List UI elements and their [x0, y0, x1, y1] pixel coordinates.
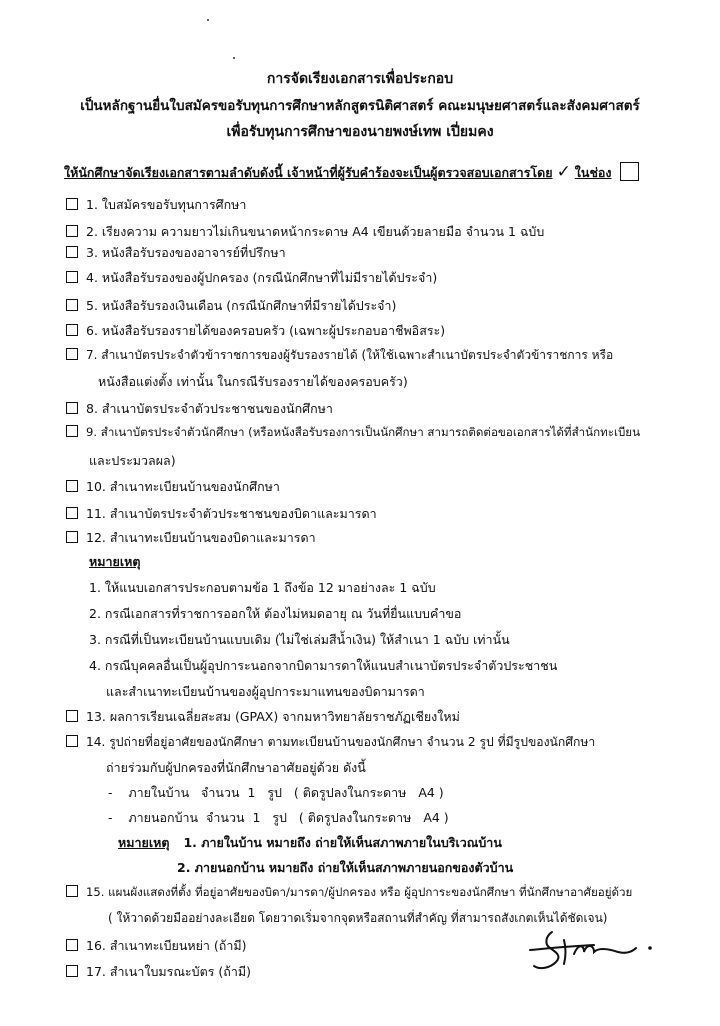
item-continuation: หนังสือแต่งตั้ง เท่านั้น ในกรณีรับรองรายได้ของครอบครัว)	[98, 374, 408, 389]
checklist-item	[66, 504, 377, 524]
checkbox[interactable]	[66, 246, 78, 258]
checkbox[interactable]	[66, 225, 78, 237]
checkbox[interactable]	[66, 425, 78, 437]
instruction-text: ให้นักศึกษาจัดเรียงเอกสารตามลำดับดังนี้ เจ้าหน้าที่ผู้รับคำร้องจะเป็นผู้ตรวจสอบเอกสารโดย	[64, 165, 553, 180]
note-line: 2. กรณีเอกสารที่ราชการออกให้ ต้องไม่หมดอายุ ณ วันที่ยื่นแบบคำขอ	[89, 606, 462, 621]
checklist-item	[66, 296, 396, 316]
item-text: 15. แผนผังแสดงที่ตั้ง ที่อยู่อาศัยของบิดา/มารดา/ผู้ปกครอง หรือ ผู้อุปการะของนักศึกษา ที่นักศึกษาอาศัยอยู่ด้วย	[86, 885, 633, 899]
note-line: 3. กรณีที่เป็นทะเบียนบ้านแบบเดิม (ไม่ใช่เล่มสีน้ำเงิน) ให้สำเนา 1 ฉบับ เท่านั้น	[89, 632, 510, 647]
instruction-line	[64, 162, 639, 183]
checklist-item	[66, 528, 316, 548]
checkbox[interactable]	[66, 402, 78, 414]
checkbox[interactable]	[66, 710, 78, 722]
item-text: 2. เรียงความ ความยาวไม่เกินขนาดหน้ากระดาษ A4 เขียนด้วยลายมือ จำนวน 1 ฉบับ	[86, 224, 545, 239]
checklist-item	[66, 936, 247, 956]
item-continuation: ( ให้วาดด้วยมืออย่างละเอียด โดยวาดเริ่มจากจุดหรือสถานที่สำคัญ ที่สามารถสังเกตเห็นได้ชัดเจน)	[108, 911, 608, 925]
checklist-item	[66, 346, 613, 365]
item-text: 12. สำเนาทะเบียนบ้านของบิดาและมารดา	[86, 530, 316, 545]
title-line-3: เพื่อรับทุนการศึกษาของนายพงษ์เทพ เปี่ยมคง	[226, 124, 494, 140]
item-text: 14. รูปถ่ายที่อยู่อาศัยของนักศึกษา ตามทะเบียนบ้านของนักศึกษา จำนวน 2 รูป ที่มีรูปของนักศึกษา	[86, 735, 596, 749]
item-text: 4. หนังสือรับรองของผู้ปกครอง (กรณีนักศึกษาที่ไม่มีรายได้ประจำ)	[86, 270, 438, 285]
checklist-item	[66, 268, 437, 288]
item-text: 3. หนังสือรับรองของอาจารย์ที่ปรึกษา	[86, 245, 286, 260]
item-text: 6. หนังสือรับรองรายได้ของครอบครัว (เฉพาะผู้ประกอบอาชีพอิสระ)	[86, 323, 446, 338]
checklist-item	[66, 243, 286, 263]
scan-speck	[233, 57, 235, 59]
item-text: 5. หนังสือรับรองเงินเดือน (กรณีนักศึกษาที่มีรายได้ประจำ)	[86, 298, 397, 313]
item-text: 10. สำเนาทะเบียนบ้านของนักศึกษา	[86, 479, 280, 494]
item-text: 11. สำเนาบัตรประจำตัวประชาชนของบิดาและมารดา	[86, 506, 377, 521]
item14-note	[118, 833, 502, 853]
checkbox[interactable]	[66, 271, 78, 283]
checkbox[interactable]	[66, 198, 78, 210]
checkbox[interactable]	[66, 939, 78, 951]
sample-checkbox	[620, 162, 639, 181]
checkbox[interactable]	[66, 507, 78, 519]
checklist-item	[66, 962, 251, 982]
item-text: 1. ใบสมัครขอรับทุนการศึกษา	[86, 197, 247, 212]
item-continuation: และประมวลผล)	[89, 453, 176, 468]
checkbox[interactable]	[66, 885, 78, 897]
checklist-item	[66, 733, 595, 752]
note-heading: หมายเหตุ	[89, 554, 141, 569]
checkbox[interactable]	[66, 531, 78, 543]
item-continuation: ถ่ายร่วมกับผู้ปกครองที่นักศึกษาอาศัยอยู่ด้วย ดังนี้	[106, 760, 366, 775]
item-text: 16. สำเนาทะเบียนหย่า (ถ้ามี)	[86, 938, 247, 953]
checkbox[interactable]	[66, 480, 78, 492]
scan-speck	[207, 19, 209, 21]
signature-icon	[522, 918, 662, 978]
checklist-item	[66, 424, 640, 442]
item-text: 8. สำเนาบัตรประจำตัวประชาชนของนักศึกษา	[86, 401, 333, 416]
title-line-1: การจัดเรียงเอกสารเพื่อประกอบ	[266, 71, 454, 87]
note-heading: หมายเหตุ	[118, 835, 170, 850]
sub-item: - ภายในบ้าน จำนวน 1 รูป ( ติดรูปลงในกระดาษ A4 )	[108, 785, 444, 800]
checkbox[interactable]	[66, 965, 78, 977]
item-text: 17. สำเนาใบมรณะบัตร (ถ้ามี)	[86, 964, 251, 979]
sub-item: - ภายนอกบ้าน จำนวน 1 รูป ( ติดรูปลงในกระดาษ A4 )	[108, 810, 449, 825]
check-mark-icon: ✓	[556, 162, 571, 182]
checkbox[interactable]	[66, 324, 78, 336]
item-text: 7. สำเนาบัตรประจำตัวข้าราชการของผู้รับรองรายได้ (ให้ใช้เฉพาะสำเนาบัตรประจำตัวข้าราชการ หรือ	[86, 348, 614, 362]
item-text: 9. สำเนาบัตรประจำตัวนักศึกษา (หรือหนังสือรับรองการเป็นนักศึกษา สามารถติดต่อขอเอกสารได้ที่สำนักทะเบียน	[86, 425, 641, 439]
checkbox[interactable]	[66, 299, 78, 311]
item-text: 13. ผลการเรียนเฉลี่ยสะสม (GPAX) จากมหาวิทยาลัยราชภัฏเชียงใหม่	[86, 709, 460, 724]
note-line: 4. กรณีบุคคลอื่นเป็นผู้อุปการะนอกจากบิดามารดาให้แนบสำเนาบัตรประจำตัวประชาชน	[89, 658, 558, 673]
checklist-item	[66, 707, 460, 727]
instruction-suffix: ในช่อง	[574, 165, 612, 180]
checklist-item	[66, 884, 632, 902]
checklist-item	[66, 195, 246, 215]
title-line-2: เป็นหลักฐานยื่นใบสมัครขอรับทุนการศึกษาหลักสูตรนิติศาสตร์ คณะมนุษยศาสตร์และสังคมศาสตร์	[80, 98, 640, 114]
note-line: และสำเนาทะเบียนบ้านของผู้อุปการะมาแทนของบิดามารดา	[106, 684, 425, 699]
checklist-item	[66, 477, 280, 497]
checklist-item	[66, 222, 544, 242]
checklist-item	[66, 321, 445, 341]
checklist-item	[66, 399, 333, 419]
checkbox[interactable]	[66, 348, 78, 360]
note-line: 2. ภายนอกบ้าน หมายถึง ถ่ายให้เห็นสภาพภายนอกของตัวบ้าน	[177, 860, 514, 875]
note-line: 1. ภายในบ้าน หมายถึง ถ่ายให้เห็นสภาพภายในบริเวณบ้าน	[183, 835, 502, 850]
checkbox[interactable]	[66, 735, 78, 747]
note-line: 1. ให้แนบเอกสารประกอบตามข้อ 1 ถึงข้อ 12 มาอย่างละ 1 ฉบับ	[89, 580, 436, 595]
